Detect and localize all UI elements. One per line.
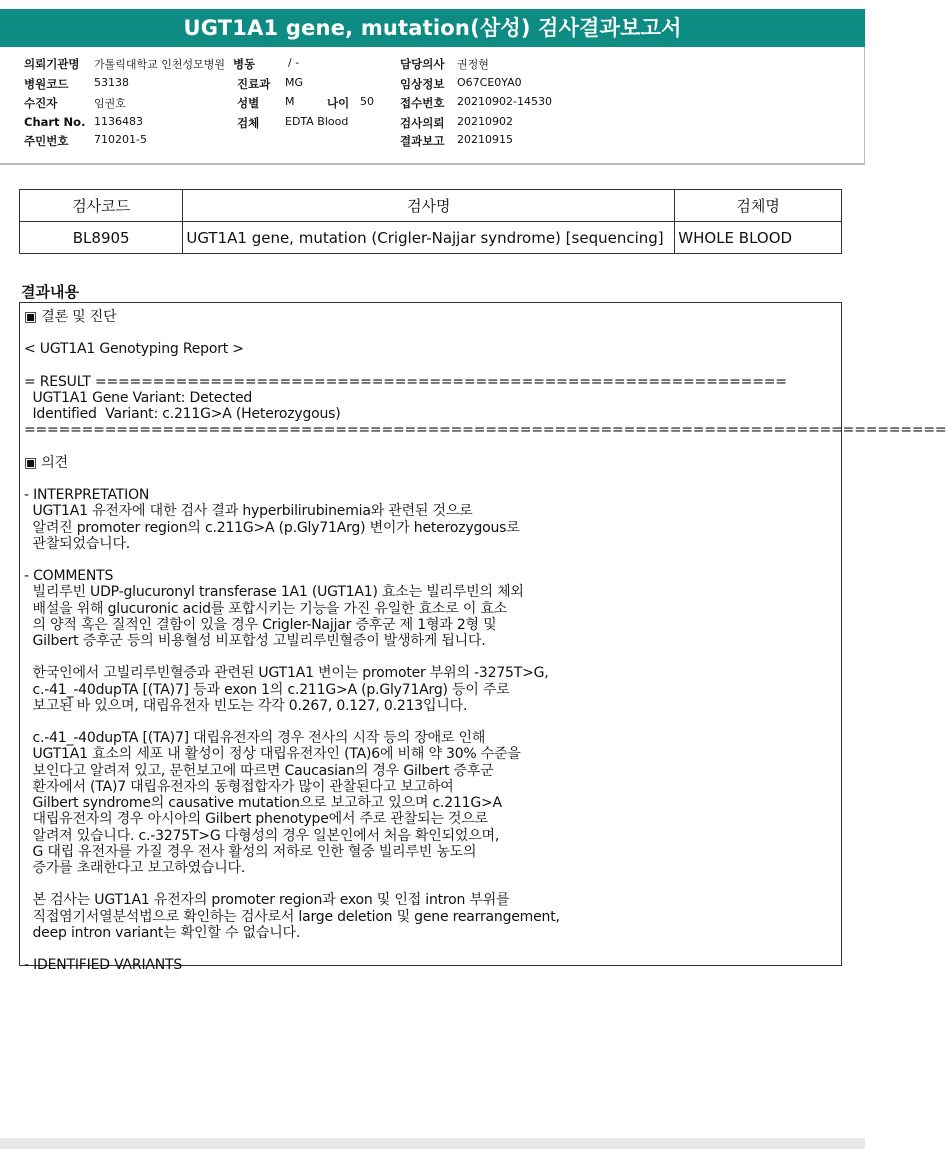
department-value: MG — [285, 76, 304, 89]
cell-specimen-name: WHOLE BLOOD — [675, 222, 842, 254]
chart-no-label: Chart No. — [24, 115, 86, 129]
ward-label: 병동 — [233, 57, 256, 71]
test-table — [19, 189, 842, 254]
header-test-code: 검사코드 — [20, 190, 183, 222]
info-row-5 — [24, 133, 844, 149]
results-text: ▣ 결론 및 진단 < UGT1A1 Genotyping Report > = RESULT ============================================================ UGT1A1 Gene Variant: Detected Identified Variant: c.211G>A (Heterozygous) ================================================================================ ▣ 의견 - INTERPRETATION UGT1A1 유전자에 대한 검사 결과 hyperbilirubinemia와 관련된 것으로 알려진 promoter region의 c.211G>A (p.Gly71Arg) 변이가 heterozygous로 관찰되었습니다. - COMMENTS 빌리루빈 UDP-glucuronyl transferase 1A1 (UGT1A1) 효소는 빌리루빈의 체외 배설을 위해 glucuronic acid를 포합시키는 기능을 가진 유일한 효소로 이 효소 의 양적 혹은 질적인 결함이 있을 경우 Crigler-Najjar 증후군 제 1형과 2형 및 Gilbert 증후군 등의 비용혈성 비포합성 고빌리루빈혈증이 발생하게 됩니다. 한국인에서 고빌리루빈혈증과 관련된 UGT1A1 변이는 promoter 부위의 -3275T>G, c.-41_-40dupTA [(TA)7] 등과 exon 1의 c.211G>A (p.Gly71Arg) 등이 주로 보고된 바 있으며, 대립유전자 빈도는 각각 0.267, 0.127, 0.213입니다. c.-41_-40dupTA [(TA)7] 대립유전자의 경우 전사의 시작 등의 장애로 인해 UGT1A1 효소의 세포 내 활성이 정상 대립유전자인 (TA)6에 비해 약 30% 수준을 보인다고 알려져 있고, 문헌보고에 따르면 Caucasian의 경우 Gilbert 증후군 환자에서 (TA)7 대립유전자의 동형접합자가 많이 관찰된다고 보고하여 Gilbert syndrome의 causative mutation으로 보고하고 있으며 c.211G>A 대립유전자의 경우 아시아의 Gilbert phenotype에서 주로 관찰되는 것으로 알려져 있습니다. c.-3275T>G 다형성의 경우 일본인에서 처음 확인되었으며, G 대립 유전자를 가질 경우 전사 활성의 저하로 인한 혈중 빌리루빈 농도의 증가를 초래한다고 보고하였습니다. 본 검사는 UGT1A1 유전자의 promoter region과 exon 및 인접 intron 부위를 직접염기서열분석법으로 확인하는 검사로서 large deletion 및 gene rearrangement, deep intron variant는 확인할 수 없습니다. - IDENTIFIED VARIANTS — [24, 309, 946, 974]
sex-value: M — [285, 95, 295, 108]
ward-value: / - — [288, 56, 300, 69]
department-label: 진료과 — [237, 77, 271, 91]
receipt-no-value: 20210902-14530 — [457, 95, 552, 108]
hospital-value: 가톨릭대학교 인천성모병원 — [94, 58, 226, 71]
report-date-label: 결과보고 — [400, 134, 445, 148]
age-value: 50 — [360, 95, 374, 108]
header-test-name: 검사명 — [183, 190, 675, 222]
request-date-value: 20210902 — [457, 115, 513, 128]
results-box — [19, 302, 946, 974]
test-table-header — [20, 190, 842, 222]
clinical-info-label: 임상정보 — [400, 77, 445, 91]
patient-name-label: 수진자 — [24, 96, 58, 110]
receipt-no-label: 접수번호 — [400, 96, 445, 110]
info-row-4 — [24, 115, 844, 131]
hospital-code-label: 병원코드 — [24, 77, 69, 91]
hospital-label: 의뢰기관명 — [24, 57, 80, 71]
age-label: 나이 — [327, 96, 350, 110]
resident-no-value: 710201-5 — [94, 133, 147, 146]
doctor-value: 권정현 — [457, 58, 489, 71]
hospital-code-value: 53138 — [94, 76, 129, 89]
info-row-1 — [24, 56, 844, 72]
report-date-value: 20210915 — [457, 133, 513, 146]
clinical-info-value: O67CE0YA0 — [457, 76, 522, 89]
info-row-2 — [24, 76, 844, 92]
specimen-value: EDTA Blood — [285, 115, 349, 128]
bottom-bar — [0, 1138, 865, 1149]
cell-test-code: BL8905 — [20, 222, 183, 254]
sex-label: 성별 — [237, 96, 260, 110]
edge-divider — [864, 47, 865, 165]
report-title: UGT1A1 gene, mutation(삼성) 검사결과보고서 — [0, 9, 865, 47]
header-specimen-name: 검체명 — [675, 190, 842, 222]
cell-test-name: UGT1A1 gene, mutation (Crigler-Najjar syndrome) [sequencing] — [183, 222, 675, 254]
doctor-label: 담당의사 — [400, 57, 445, 71]
info-row-3 — [24, 95, 844, 111]
results-section-title: 결과내용 — [21, 283, 79, 301]
resident-no-label: 주민번호 — [24, 134, 69, 148]
chart-no-value: 1136483 — [94, 115, 143, 128]
request-date-label: 검사의뢰 — [400, 116, 445, 130]
table-row — [20, 222, 842, 254]
specimen-label: 검체 — [237, 116, 260, 130]
header-divider — [0, 163, 865, 165]
patient-name-value: 임권호 — [94, 97, 126, 110]
